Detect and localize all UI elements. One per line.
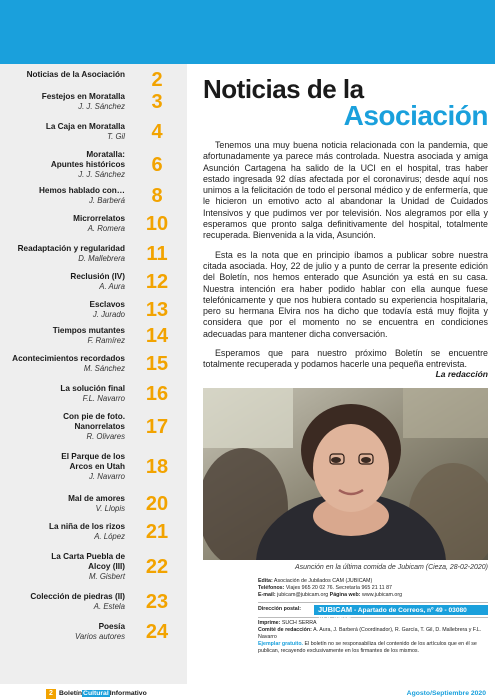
toc-entry-page-number: 13	[145, 299, 169, 321]
toc-entry-page-number: 17	[145, 416, 169, 438]
article-paragraph: Tenemos una muy buena noticia relacionada con la pandemia, que afortunadamente ya parece más controlada. Nuestra asociada y amiga Asunción Cartagena ha salido de la UCI en el hospital, tras haber estado ingresada 92 días afectada por el coronavirus; desde aquí nos unimos a la felicitación de todo el personal médico y de enfermería, que le hicieron un emotivo acto al abandonar la Unidad de Cuidados Intensivos y que pudimos ver por televisión. Nos alegramos por ella y esperamos que pronto salga definitivamente del hospital, totalmente recuperada. Bienvenida a la vida, Asunción.	[203, 140, 488, 241]
toc-entry-title: Festejos en Moratalla	[41, 92, 125, 101]
toc-entry-title: Noticias de la Asociación	[26, 70, 125, 79]
article-title-line2: Asociación	[343, 100, 488, 131]
credits-email: E-mail: jubicam@jubicam.org Página web: www.jubicam.org	[258, 592, 403, 599]
credits-edita: Edita: Asociación de Jubilados CAM (JUBICAM)	[258, 578, 373, 584]
credits-disclaimer: Ejemplar gratuito. El boletín no se responsabiliza del contenido de los artículos que en él se publican, recayendo exclusivamente en los firmantes de los mismos.	[258, 641, 477, 655]
toc-entry-page-number: 20	[145, 493, 169, 515]
toc-entry-title: Readaptación y regularidad	[17, 244, 125, 253]
toc-entry-page-number: 22	[145, 556, 169, 578]
email-link[interactable]: jubicam@jubicam.org	[277, 592, 329, 599]
toc-entry-author: A. Estela	[93, 602, 125, 611]
toc-entry-author: M. Sánchez	[83, 364, 125, 373]
article-photo	[203, 388, 488, 560]
toc-entry-page-number: 18	[145, 456, 169, 478]
toc-entry-author: J. J. Sánchez	[78, 170, 125, 179]
toc-entry-page-number: 10	[145, 213, 169, 235]
toc-entry-page-number: 4	[151, 121, 163, 143]
toc-entry-author: J. J. Sánchez	[78, 102, 125, 111]
toc-entry-title: La niña de los rizos	[49, 522, 125, 531]
article-heading	[203, 76, 488, 130]
toc-entry-author: J. Jurado	[92, 310, 125, 319]
toc-entry-title: Microrrelatos	[73, 214, 125, 223]
toc-entry-page-number: 8	[151, 185, 163, 207]
toc-entry-author: F.L. Navarro	[82, 394, 125, 403]
toc-entry-page-number: 6	[151, 154, 163, 176]
toc-entry-title: Esclavos	[89, 300, 125, 309]
article-signature: La redacción	[435, 369, 488, 379]
toc-entry-author: J. Navarro	[89, 472, 125, 481]
toc-entry-title: Hemos hablado con…	[39, 186, 125, 195]
toc-entry-title: Nanorrelatos	[74, 422, 125, 431]
toc-entry-author: T. Gil	[107, 132, 125, 141]
toc-entry-title: Apuntes históricos	[50, 160, 125, 169]
credits-comite: Comité de redacción: A. Aura, J. Barberá (Coordinador), R. García, T. Gil, D. Mallebrera y F.L. Navarro	[258, 626, 482, 641]
photo-illustration	[203, 388, 488, 560]
toc-entry-page-number: 3	[151, 91, 163, 113]
toc-entry-page-number: 14	[145, 325, 169, 347]
page-footer	[30, 689, 490, 699]
footer-publication-name: BoletínCulturalInformativo	[59, 690, 147, 697]
toc-entry-page-number: 21	[145, 521, 169, 543]
toc-entry-author: J. Barberá	[89, 196, 125, 205]
photo-caption: Asunción en la última comida de Jubicam (Cieza, 28-02-2020)	[295, 564, 488, 571]
footer-page-number: 2	[46, 689, 56, 699]
toc-entry-title: Con pie de foto.	[63, 412, 125, 421]
postal-address-box: JUBICAM - Apartado de Correos, nº 49 - 03080 ALICANTE	[314, 605, 488, 615]
toc-entry-title: Alcoy (III)	[88, 562, 125, 571]
article-title-line1: Noticias de la	[203, 74, 364, 104]
web-link[interactable]: www.jubicam.org	[362, 592, 403, 599]
toc-entry-author: D. Mallebrera	[78, 254, 125, 263]
toc-entry-page-number: 15	[145, 353, 169, 375]
toc-entry-title: La Caja en Moratalla	[45, 122, 125, 131]
toc-entry-page-number: 11	[146, 243, 168, 265]
toc-entry-author: F. Ramírez	[87, 336, 125, 345]
toc-entry-title: Acontecimientos recordados	[12, 354, 125, 363]
article-paragraph: Esta es la nota que en principio íbamos a publicar sobre nuestra citada asociada. Hoy, 22 de julio y a punto de cerrar la presente edición del Boletín, nos hemos enterado que Asunción ya está en su casa. Nuestra intención era haber podido hablar con ella aunque fuese telefónicamente y que nos hubiera contado su experiencia hospitalaria, pero su hermana Elvira nos ha dicho que todavía está muy flojita y considera que por el momento no se encuentra en condiciones adecuadas para mantener dicha conversación.	[203, 249, 488, 339]
toc-entry-title: La Carta Puebla de	[51, 552, 125, 561]
credits-postal: Dirección postal: JUBICAM - Apartado de Correos, nº 49 - 03080 ALICANTE	[258, 605, 488, 615]
toc-entry-page-number: 23	[145, 591, 169, 613]
toc-entry-author: Varios autores	[75, 632, 125, 641]
toc-entry-author: V. Llopis	[95, 504, 125, 513]
toc-entry-title: Reclusión (IV)	[70, 272, 125, 281]
toc-entry-title: La solución final	[60, 384, 125, 393]
toc-entry-author: A. López	[94, 532, 125, 541]
toc-entry-page-number: 16	[145, 383, 169, 405]
toc-entry-author: R. Olivares	[86, 432, 125, 441]
toc-entry-title: Colección de piedras (II)	[30, 592, 125, 601]
toc-entry-title: Moratalla:	[86, 150, 125, 159]
credits-telefonos: Teléfonos: Viajes 965 20 02 76. Secretaría 965 21 11 87	[258, 585, 392, 592]
footer-date: Agosto/Septiembre 2020	[406, 690, 486, 697]
toc-entry-page-number: 2	[151, 69, 163, 91]
toc-entry-title: El Parque de los	[61, 452, 125, 461]
toc-entry-page-number: 24	[145, 621, 169, 643]
header-band	[0, 0, 495, 64]
toc-entry-author: A. Romera	[87, 224, 125, 233]
toc-entry-title: Mal de amores	[68, 494, 125, 503]
toc-entry-title: Tiempos mutantes	[52, 326, 125, 335]
toc-entry-title: Poesía	[98, 622, 125, 631]
credits-imprime: Imprime: SUCH SERRA	[258, 619, 317, 626]
toc-entry-title: Arcos en Utah	[69, 462, 125, 471]
article-body	[203, 140, 488, 379]
article-paragraph: Esperamos que para nuestro próximo Boletín se encuentre totalmente recuperada y podamos hacerle una pequeña entrevista.	[203, 348, 488, 370]
credits-block	[258, 578, 488, 656]
table-of-contents	[0, 64, 187, 684]
toc-entry-author: M. Gisbert	[89, 572, 125, 581]
toc-entry-page-number: 12	[145, 271, 169, 293]
toc-entry-author: A. Aura	[99, 282, 125, 291]
